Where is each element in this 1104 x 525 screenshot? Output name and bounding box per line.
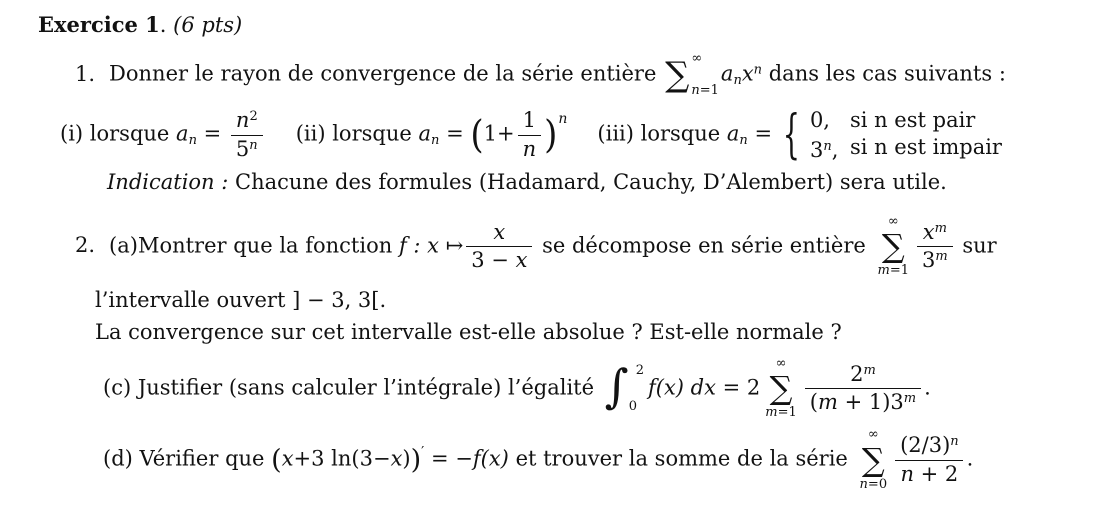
- sum-upper-limit: ∞: [887, 214, 899, 230]
- case-i-label: (i) lorsque: [60, 121, 177, 146]
- sum-lower-rest: =1: [889, 263, 909, 279]
- header-separator: .: [159, 13, 174, 37]
- case-ii-power: n: [558, 111, 568, 127]
- interval-text: l’intervalle ouvert ] − 3, 3[.: [95, 287, 387, 312]
- expression-var-2: x: [390, 446, 403, 471]
- den-rest: + 1)3: [837, 389, 904, 414]
- integral-icon: ∫: [604, 358, 629, 413]
- function-frac-numerator: x: [493, 220, 506, 245]
- case-ii-label: (ii) lorsque: [295, 121, 419, 146]
- open-paren-icon: (: [470, 112, 484, 158]
- expression-var-1: x: [281, 446, 294, 471]
- piecewise-row-even: [810, 107, 1002, 133]
- piecewise-rows: [810, 107, 1002, 163]
- term-num-exp: n: [950, 434, 959, 450]
- even-condition: si n est pair: [849, 107, 976, 132]
- odd-value-base: 3: [809, 138, 824, 163]
- function-mapping: f : x ↦: [398, 233, 464, 258]
- den-constant: 3 −: [471, 248, 516, 273]
- sum-lower-rest: =1: [699, 82, 719, 98]
- question-2c-line: [0, 357, 1104, 421]
- den-variable: m: [817, 389, 838, 414]
- expression-middle: +3 ln(3−: [293, 446, 391, 471]
- den-exp: m: [903, 390, 917, 406]
- hint-label: Indication :: [107, 170, 236, 195]
- case-i-den-exp: n: [249, 137, 258, 153]
- sum-lower-limit: [765, 406, 797, 420]
- term-numerator: [845, 362, 881, 388]
- term-denominator: [917, 246, 953, 273]
- hint-line: [0, 167, 1104, 197]
- sum-lower-limit: [860, 478, 888, 492]
- question-2c-lead-text: (c) Justifier (sans calculer l’intégrale) l’égalité: [103, 374, 601, 399]
- case-i-denominator: [231, 135, 263, 162]
- brace-icon: {: [782, 104, 800, 166]
- series-term-fraction: [805, 362, 921, 415]
- case-ii-numerator: 1: [522, 108, 537, 133]
- sigma-icon: ∑: [861, 440, 885, 479]
- term-num-base: x: [922, 220, 935, 245]
- term-denominator: [895, 460, 963, 487]
- sum-lower-var: m: [877, 263, 890, 279]
- series-term-fraction: [895, 433, 964, 486]
- den-variable: x: [515, 248, 528, 273]
- term-num-exp: m: [934, 221, 947, 237]
- variable-x: x: [741, 61, 754, 86]
- term-num-base: 2: [850, 361, 864, 386]
- integral-bounds: [629, 363, 644, 414]
- case-iii-an-index: n: [739, 132, 748, 148]
- variable-x-power: n: [753, 62, 763, 78]
- sigma-icon: ∑: [769, 368, 793, 407]
- question-2a-line: [0, 215, 1104, 279]
- den-open-paren: (: [809, 389, 818, 414]
- sum-upper-limit: ∞: [775, 355, 787, 371]
- exercise-header: [0, 10, 1104, 40]
- expression-inner-close: ): [402, 446, 411, 471]
- odd-condition: si n est impair: [849, 134, 1002, 159]
- case-i-num-exp: 2: [249, 109, 258, 125]
- series-sum-display: [765, 357, 797, 421]
- case-i-numerator: [231, 108, 263, 134]
- term-den-exp: m: [935, 249, 948, 265]
- convergence-question-line: [0, 317, 1104, 347]
- convergence-question-text: La convergence sur cet intervalle est-elle absolue ? Est-elle normale ?: [95, 319, 842, 344]
- sum-upper-limit: ∞: [867, 427, 879, 443]
- case-iii-equals: =: [747, 121, 779, 146]
- sentence-period: .: [966, 446, 974, 471]
- equals-minus: = −: [424, 446, 473, 471]
- coefficient-a: a: [720, 61, 734, 86]
- question-2a-mid-text: se décompose en série entière: [535, 233, 873, 258]
- close-paren-icon: ): [410, 444, 422, 476]
- case-ii-one-plus: 1+: [483, 121, 515, 146]
- question-2d-line: [0, 428, 1104, 492]
- even-value: 0,: [809, 107, 830, 132]
- term-numerator: [895, 433, 964, 459]
- term-num-base: (2/3): [900, 433, 951, 458]
- sum-lower-limit: [877, 264, 909, 278]
- case-ii-fraction: [518, 108, 542, 161]
- sum-lower-var: n: [691, 82, 700, 98]
- sum-limits: [691, 52, 719, 98]
- question-1-tail-text: dans les cas suivants :: [762, 61, 1006, 86]
- prime-icon: ′: [421, 444, 425, 461]
- case-i-an: a: [176, 121, 189, 146]
- hint-text: Chacune des formules (Hadamard, Cauchy, D’Alembert) sera utile.: [235, 170, 947, 195]
- case-ii-denominator: n: [518, 135, 542, 162]
- term-den-base: 3: [921, 248, 936, 273]
- series-sum-display: [860, 428, 888, 492]
- sigma-icon: ∑: [881, 227, 905, 266]
- interval-line: [0, 285, 1104, 315]
- question-2-number: 2.: [75, 233, 96, 258]
- piecewise-definition: [782, 104, 1002, 166]
- case-i-den-base: 5: [235, 136, 250, 161]
- sigma-icon: ∑: [665, 55, 690, 95]
- close-paren-icon: ): [544, 112, 558, 158]
- question-2a-lead-text: (a)Montrer que la fonction: [109, 233, 399, 258]
- question-2a-tail-text: sur: [955, 233, 997, 258]
- sum-lower-rest: =0: [867, 476, 888, 492]
- series-sum-inline: [665, 52, 719, 98]
- case-i-num-base: n: [235, 108, 250, 133]
- integrand: f(x) dx: [647, 374, 716, 399]
- integral-lower-bound: 0: [628, 398, 637, 414]
- sum-upper-limit: ∞: [691, 51, 703, 66]
- sum-lower-rest: =1: [777, 404, 797, 420]
- case-i-equals: =: [196, 121, 228, 146]
- case-i-fraction: [231, 108, 263, 161]
- question-1-line: [0, 52, 1104, 98]
- case-i-an-index: n: [188, 132, 197, 148]
- series-sum-display: [877, 215, 909, 279]
- cases-line: [0, 104, 1104, 166]
- function-fx: f(x): [472, 446, 509, 471]
- term-num-exp: m: [863, 362, 876, 378]
- case-ii-equals: =: [439, 121, 471, 146]
- odd-value: [810, 134, 850, 163]
- points-label: (6 pts): [173, 13, 243, 37]
- question-1-lead-text: Donner le rayon de convergence de la série entière: [109, 61, 664, 86]
- question-2d-mid-text: et trouver la somme de la série: [508, 446, 855, 471]
- term-denominator: [805, 388, 921, 415]
- den-rest: + 2: [913, 461, 959, 486]
- case-iii-label: (iii) lorsque: [597, 121, 727, 146]
- equals-two: = 2: [715, 374, 761, 399]
- odd-value-comma: ,: [831, 138, 839, 163]
- case-iii-an: a: [726, 121, 740, 146]
- sum-lower-var: n: [859, 476, 868, 492]
- odd-value-exp: n: [823, 138, 832, 154]
- exercise-title: Exercice 1: [38, 12, 160, 37]
- case-ii-an: a: [418, 121, 431, 146]
- term-numerator: [918, 220, 952, 246]
- den-variable: n: [900, 461, 914, 486]
- function-frac-denominator: [466, 246, 532, 273]
- integral-upper-bound: 2: [635, 362, 644, 378]
- coefficient-a-index: n: [733, 72, 742, 88]
- sentence-period: .: [924, 374, 931, 399]
- question-1-number: 1.: [75, 61, 96, 86]
- question-2d-lead-text: (d) Vérifier que: [103, 446, 272, 471]
- piecewise-row-odd: [810, 134, 1002, 163]
- case-ii-an-index: n: [431, 132, 440, 148]
- function-fraction: [466, 220, 532, 273]
- open-paren-icon: (: [271, 444, 282, 476]
- series-term-fraction: [917, 220, 953, 273]
- definite-integral: [604, 358, 644, 414]
- sum-lower-limit: [691, 84, 719, 98]
- sum-lower-var: m: [765, 404, 778, 420]
